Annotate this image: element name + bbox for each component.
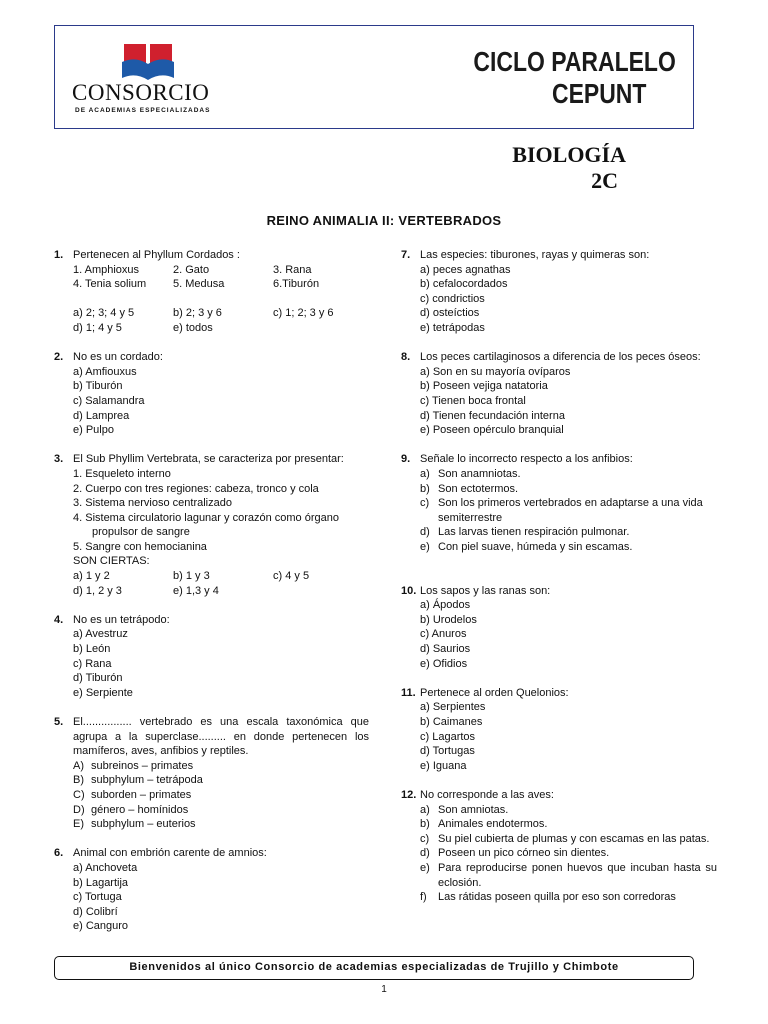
question-11 (401, 686, 717, 774)
answer-option: a) Avestruz (73, 628, 128, 641)
answer-option: c) Su piel cubierta de plumas y con escamas en las patas. (420, 832, 710, 845)
question-number: 10. (401, 584, 417, 597)
left-column (54, 248, 369, 949)
answer-option: a) Amfiouxus (73, 365, 137, 378)
question-number: 5. (54, 716, 64, 728)
answer-option: C) suborden – primates (73, 788, 192, 801)
answer-option: e) 1,3 y 4 (173, 584, 219, 597)
question-number: 12. (401, 788, 417, 801)
answer-option: a) Son en su mayoría ovíparos (420, 365, 571, 378)
right-column (401, 248, 717, 919)
book-icon (120, 40, 176, 80)
question-text: Pertenece al orden Quelonios: (420, 686, 569, 699)
answer-option: e) Poseen opérculo branquial (420, 424, 564, 437)
answer-option: c) Lagartos (420, 730, 476, 743)
list-item: 6.Tiburón (273, 278, 320, 291)
answer-option: b) Lagartija (73, 876, 129, 889)
answer-option: e) Con piel suave, húmeda y sin escamas. (420, 540, 633, 553)
answer-option: a) Anchoveta (73, 861, 138, 874)
answer-option: d) osteíctios (420, 307, 480, 320)
answer-option: d) Lamprea (73, 409, 130, 422)
answer-option: b) Caimanes (420, 716, 483, 728)
question-6 (54, 846, 369, 934)
answer-option: c) Tienen boca frontal (420, 394, 526, 407)
question-1 (54, 248, 369, 336)
answer-option: d) Saurios (420, 643, 471, 656)
answer-option: d) Colibrí (73, 905, 118, 918)
document-title: REINO ANIMALIA II: VERTEBRADOS (266, 213, 502, 228)
question-text: El................ vertebrado es una escala taxonómica que agrupa a la superclase......... en donde pertenecen los mamíferos, aves, anfibios y reptiles. (73, 716, 369, 758)
question-text: No corresponde a las aves: (420, 788, 554, 801)
question-10 (401, 584, 717, 672)
answer-option: e) Ofidios (420, 657, 468, 670)
answer-option: a) Son amniotas. (420, 803, 509, 816)
answer-option: c) Tortuga (73, 891, 122, 904)
question-number: 2. (54, 351, 64, 364)
question-7 (401, 248, 717, 336)
question-8 (401, 350, 717, 438)
answer-option: b) cefalocordados (420, 278, 508, 291)
list-item: 1. Amphioxus (73, 263, 140, 276)
question-text: Las especies: tiburones, rayas y quimeras son: (420, 249, 650, 261)
answer-option: e) Serpiente (73, 686, 133, 699)
question-9 (401, 452, 717, 554)
question-5 (54, 715, 369, 832)
answer-option: B) subphylum – tetrápoda (73, 774, 203, 787)
answer-option: a) peces agnathas (420, 263, 511, 276)
question-2 (54, 350, 369, 438)
question-12 (401, 788, 717, 905)
list-item: 5. Sangre con hemocianina (73, 540, 207, 553)
son-ciertas-label: SON CIERTAS: (73, 555, 150, 568)
answer-option: d) 1, 2 y 3 (73, 584, 122, 597)
question-text: El Sub Phyllim Vertebrata, se caracteriza por presentar: (73, 453, 344, 466)
question-4 (54, 613, 369, 701)
list-item: 2. Gato (173, 263, 210, 276)
answer-option: d) Tiburón (73, 672, 123, 685)
list-item: 4. Sistema circulatorio lagunar y corazón como órgano (73, 511, 339, 524)
answer-option: a) 2; 3; 4 y 5 (73, 307, 135, 320)
logo-subtitle: DE ACADEMIAS ESPECIALIZADAS (75, 107, 211, 114)
question-number: 9. (401, 453, 411, 466)
list-item: 4. Tenia solium (73, 278, 147, 291)
answer-option: c) 4 y 5 (273, 570, 310, 583)
list-item: 5. Medusa (173, 278, 225, 291)
answer-option: b) 1 y 3 (173, 570, 210, 583)
answer-option: d) Tienen fecundación interna (420, 409, 565, 422)
answer-option: e) tetrápodas (420, 321, 485, 334)
answer-option: c) Rana (73, 657, 112, 670)
logo-name: CONSORCIO (72, 80, 210, 105)
question-text: Pertenecen al Phyllum Cordados : (73, 249, 240, 261)
answer-option: c) Son los primeros vertebrados en adaptarse a una vida semiterrestre (420, 497, 703, 524)
question-text: Los peces cartilaginosos a diferencia de los peces óseos: (420, 351, 701, 364)
page-number: 1 (381, 984, 387, 995)
answer-option: d) 1; 4 y 5 (73, 321, 122, 334)
answer-option: e) Para reproducirse ponen huevos que incuban hasta su eclosión. (420, 861, 717, 889)
question-number: 4. (54, 613, 64, 626)
question-number: 6. (54, 847, 64, 860)
question-number: 3. (54, 453, 64, 466)
list-item: 2. Cuerpo con tres regiones: cabeza, tronco y cola (73, 482, 319, 495)
answer-option: b) Animales endotermos. (420, 818, 548, 831)
question-text: Señale lo incorrecto respecto a los anfibios: (420, 453, 633, 466)
question-number: 7. (401, 249, 411, 261)
title-line-2: CEPUNT (552, 78, 647, 109)
answer-option: d) Tortugas (420, 745, 475, 758)
list-item: 3. Sistema nervioso centralizado (73, 497, 232, 510)
answer-option: b) Tiburón (73, 380, 123, 393)
answer-option: A) subreinos – primates (73, 759, 194, 772)
subject-heading (512, 142, 626, 194)
list-item: 3. Rana (273, 263, 312, 276)
list-item: propulsor de sangre (92, 526, 190, 539)
question-text: Los sapos y las ranas son: (420, 584, 551, 597)
answer-option: b) Urodelos (420, 613, 477, 626)
answer-option: a) Son anamniotas. (420, 467, 521, 480)
subject-name: BIOLOGÍA (512, 142, 626, 167)
subject-code: 2C (591, 168, 618, 193)
question-text: No es un cordado: (73, 351, 163, 364)
answer-option: d) Las larvas tienen respiración pulmonar. (420, 526, 630, 539)
question-number: 11. (401, 686, 416, 699)
answer-option: b) 2; 3 y 6 (173, 307, 222, 320)
question-number: 1. (54, 249, 64, 261)
answer-option: c) condrictios (420, 292, 485, 305)
answer-option: E) subphylum – euterios (73, 818, 196, 831)
answer-option: e) Pulpo (73, 424, 114, 437)
list-item: 1. Esqueleto interno (73, 467, 171, 480)
answer-option: b) León (73, 643, 111, 656)
answer-option: c) Salamandra (73, 394, 145, 407)
question-text: Animal con embrión carente de amnios: (73, 847, 267, 860)
footer-banner: Bienvenidos al único Consorcio de academias especializadas de Trujillo y Chimbote (54, 956, 694, 980)
answer-option: a) Ápodos (420, 599, 471, 612)
answer-option: D) género – homínidos (73, 803, 189, 816)
program-title (474, 46, 676, 110)
answer-option: f) Las rátidas poseen quilla por eso son corredoras (420, 891, 676, 904)
answer-option: e) Iguana (420, 759, 467, 772)
answer-option: b) Son ectotermos. (420, 482, 519, 495)
answer-option: c) Anuros (420, 628, 467, 641)
title-line-1: CICLO PARALELO (473, 46, 676, 77)
answer-option: a) Serpientes (420, 701, 486, 714)
question-text: No es un tetrápodo: (73, 613, 170, 626)
question-3 (54, 452, 369, 598)
answer-option: c) 1; 2; 3 y 6 (273, 307, 334, 320)
answer-option: d) Poseen un pico córneo sin dientes. (420, 847, 610, 860)
answer-option: e) Canguro (73, 920, 129, 933)
answer-option: a) 1 y 2 (73, 570, 110, 583)
question-number: 8. (401, 351, 411, 364)
answer-option: e) todos (173, 321, 213, 334)
answer-option: b) Poseen vejiga natatoria (420, 380, 548, 393)
consorcio-logo (72, 40, 232, 120)
